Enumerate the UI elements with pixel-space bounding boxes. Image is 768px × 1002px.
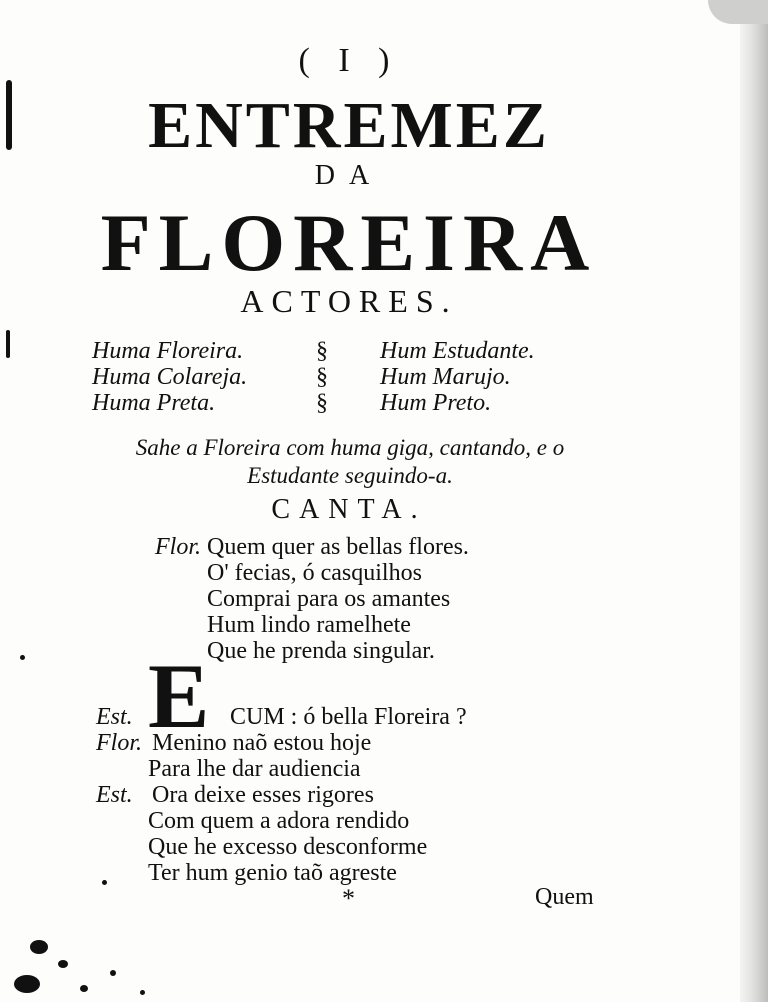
- dialog-text: Ter hum genio taõ agreste: [148, 860, 397, 886]
- song-heading: CANTA.: [271, 494, 427, 525]
- cast-left-name: Huma Colareja.: [92, 364, 248, 390]
- signature-mark: *: [342, 884, 355, 913]
- cast-heading: ACTORES.: [240, 283, 458, 319]
- cast-left-name: Huma Preta.: [92, 390, 216, 416]
- verse-line: [155, 534, 469, 560]
- dialog-line: [96, 860, 467, 886]
- page-number: ( I ): [298, 42, 400, 79]
- dialog-text: Menino naõ estou hoje: [152, 730, 372, 756]
- verse-line: Hum lindo ramelhete: [207, 612, 411, 638]
- title-line-3: FLOREIRA: [100, 197, 598, 288]
- ink-speck: [58, 960, 68, 968]
- stage-direction-line: Sahe a Floreira com huma giga, cantando, e o: [135, 435, 565, 460]
- dialog-text: Que he excesso desconforme: [148, 834, 428, 860]
- section-mark: §: [316, 338, 328, 364]
- title-line-1: ENTREMEZ: [148, 89, 550, 162]
- verse-line: O' fecias, ó casquilhos: [207, 560, 422, 586]
- cast-row: [92, 364, 612, 390]
- page-edge-shadow: [740, 0, 768, 1002]
- verse-line: Comprai para os amantes: [207, 586, 451, 612]
- cast-left-name: Huma Floreira.: [92, 338, 244, 364]
- cast-list: [92, 338, 612, 416]
- dialog-line: [96, 808, 467, 834]
- ink-speck: [30, 940, 48, 954]
- cast-row: [92, 390, 612, 416]
- title-line-2: DA: [314, 160, 384, 191]
- ink-speck: [80, 985, 88, 992]
- dialog-text: CUM : ó bella Floreira ?: [230, 704, 467, 730]
- speaker-label: Flor.: [155, 534, 202, 560]
- stage-direction-line: Estudante seguindo-a.: [247, 463, 453, 488]
- cast-row: [92, 338, 612, 364]
- cast-right-name: Hum Preto.: [380, 390, 492, 416]
- verse-line: Que he prenda singular.: [207, 638, 435, 664]
- binding-mark: [6, 330, 10, 358]
- dialog-line: [96, 756, 467, 782]
- speaker-label: Est.: [96, 782, 133, 808]
- ink-speck: [140, 990, 145, 995]
- ink-speck: [110, 970, 116, 976]
- dialog-text: Para lhe dar audiencia: [148, 756, 361, 782]
- section-mark: §: [316, 364, 328, 390]
- verse-text: Quem quer as bellas flores.: [207, 534, 469, 560]
- cast-right-name: Hum Estudante.: [380, 338, 535, 364]
- dialog-line: [96, 782, 467, 808]
- drop-cap: E: [148, 645, 210, 747]
- ink-speck: [14, 975, 40, 993]
- dialog-line: [96, 730, 467, 756]
- dialog-text: Ora deixe esses rigores: [152, 782, 374, 808]
- cast-right-name: Hum Marujo.: [380, 364, 511, 390]
- speaker-label: Est.: [96, 704, 133, 730]
- catchword: Quem: [535, 884, 594, 910]
- dialog-line: [96, 704, 467, 730]
- section-mark: §: [316, 390, 328, 416]
- page-corner: [708, 0, 768, 24]
- dialog-block: [96, 704, 467, 886]
- dialog-text: Com quem a adora rendido: [148, 808, 410, 834]
- ink-speck: [20, 655, 25, 660]
- speaker-label: Flor.: [96, 730, 143, 756]
- dialog-line: [96, 834, 467, 860]
- stage-direction: [70, 434, 630, 490]
